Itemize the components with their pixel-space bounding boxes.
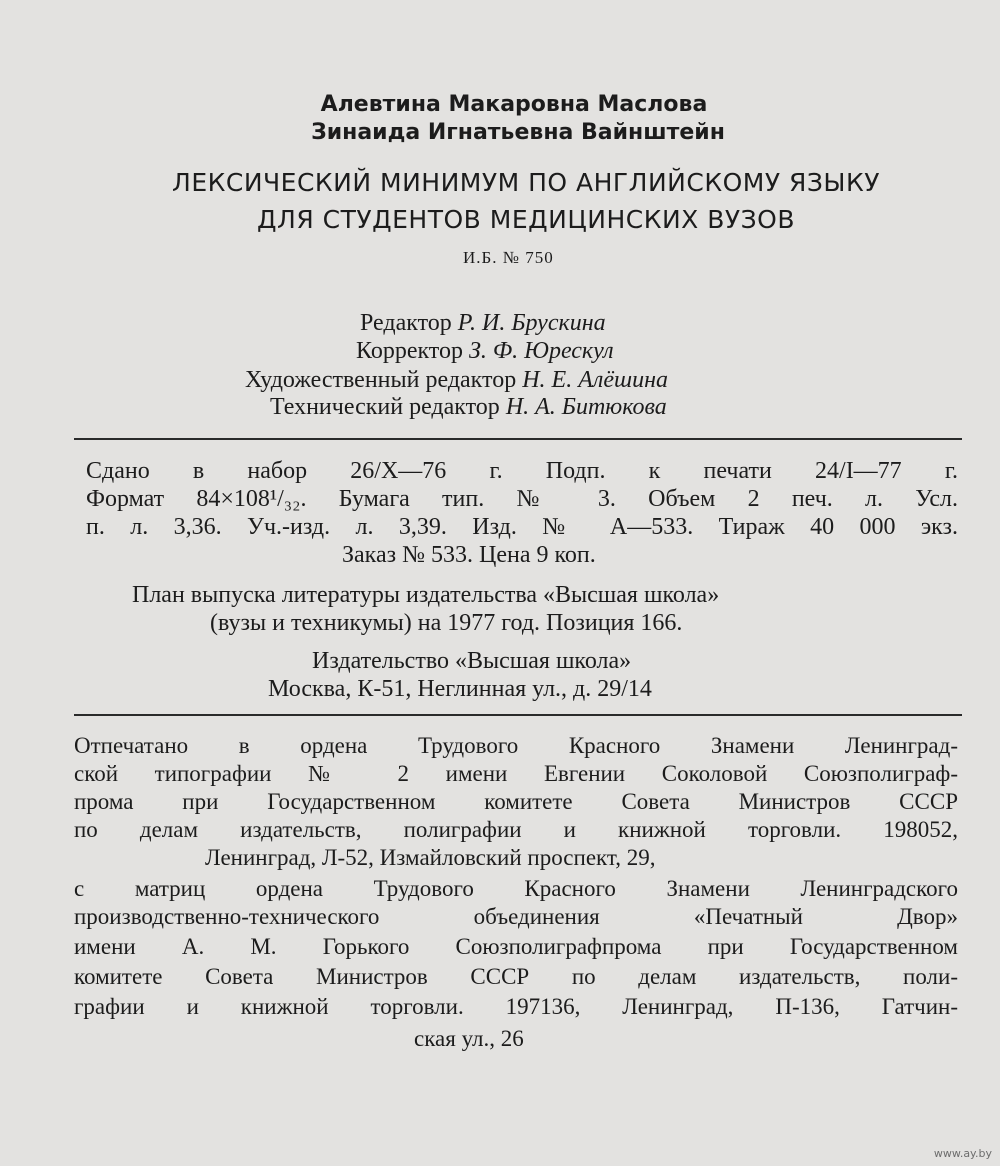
printer-line-2: ской типографии № 2 имени Евгении Соколовой Союзполиграф- [74, 761, 958, 786]
matrix-line-4: комитете Совета Министров СССР по делам издательств, поли- [74, 964, 958, 989]
printer-line-5: Ленинград, Л-52, Измайловский проспект, 29, [205, 845, 656, 870]
matrix-line-5: графии и книжной торговли. 197136, Ленинград, П-136, Гатчин- [74, 994, 958, 1019]
watermark: www.ay.by [933, 1147, 992, 1160]
publisher-name: Издательство «Высшая школа» [312, 648, 632, 674]
credit-role: Художественный редактор [245, 367, 517, 393]
credit-name: Н. А. Битюкова [505, 394, 667, 420]
print-details-line-4: Заказ № 533. Цена 9 коп. [342, 542, 596, 568]
plan-line-2: (вузы и техникумы) на 1977 год. Позиция 166. [210, 610, 683, 636]
matrix-line-6: ская ул., 26 [414, 1026, 524, 1051]
credit-role: Технический редактор [270, 394, 500, 420]
credit-name: З. Ф. Юрескул [468, 338, 614, 364]
credit-editor [360, 310, 606, 337]
book-title-line-1: ЛЕКСИЧЕСКИЙ МИНИМУМ ПО АНГЛИЙСКОМУ ЯЗЫКУ [172, 168, 880, 197]
divider-top [74, 438, 962, 440]
credit-tech-editor [270, 394, 667, 421]
matrix-line-1: с матриц ордена Трудового Красного Знамени Ленинградского [74, 876, 958, 901]
print-details-line-1: Сдано в набор 26/X—76 г. Подп. к печати 24/I—77 г. [86, 458, 958, 484]
ib-number: И.Б. № 750 [463, 248, 554, 267]
printer-line-4: по делам издательств, полиграфии и книжной торговли. 198052, [74, 817, 958, 842]
plan-line-1: План выпуска литературы издательства «Высшая школа» [132, 582, 720, 608]
matrix-line-2: производственно-технического объединения «Печатный Двор» [74, 904, 958, 929]
divider-bottom [74, 714, 962, 716]
credit-name: Р. И. Брускина [457, 310, 606, 336]
printer-line-1: Отпечатано в ордена Трудового Красного Знамени Ленинград- [74, 733, 958, 758]
credit-art-editor [245, 367, 668, 394]
book-title-line-2: ДЛЯ СТУДЕНТОВ МЕДИЦИНСКИХ ВУЗОВ [256, 205, 795, 234]
credit-role: Корректор [356, 338, 463, 364]
author-1: Алевтина Макаровна Маслова [320, 92, 708, 117]
print-details-line-2: Формат 84×108¹/₃₂. Бумага тип. № 3. Объем 2 печ. л. Усл. [86, 486, 958, 512]
credit-role: Редактор [360, 310, 452, 336]
author-2: Зинаида Игнатьевна Вайнштейн [311, 120, 725, 145]
credit-name: Н. Е. Алёшина [522, 367, 668, 393]
print-details-line-3: п. л. 3,36. Уч.-изд. л. 3,39. Изд. № А—533. Тираж 40 000 экз. [86, 514, 958, 540]
printer-line-3: прома при Государственном комитете Совета Министров СССР [74, 789, 958, 814]
publisher-address: Москва, К-51, Неглинная ул., д. 29/14 [268, 676, 652, 702]
credit-proofreader [356, 338, 614, 365]
matrix-line-3: имени А. М. Горького Союзполиграфпрома при Государственном [74, 934, 958, 959]
